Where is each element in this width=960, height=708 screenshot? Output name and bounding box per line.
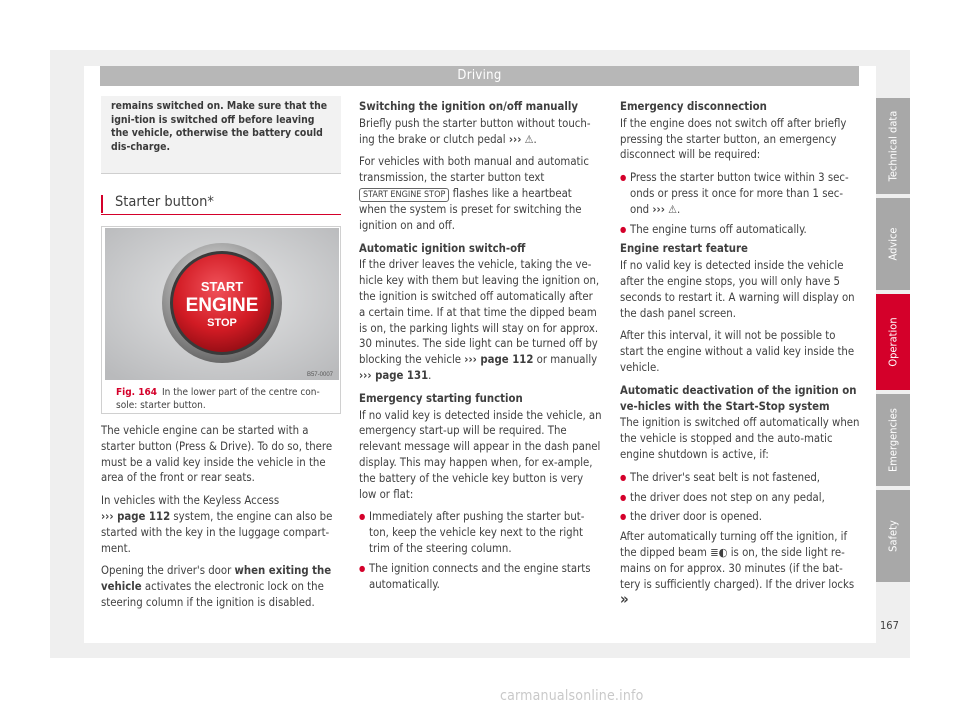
warning-triangle-icon: ⚠ bbox=[668, 202, 678, 216]
button-label-stop: STOP bbox=[207, 317, 237, 329]
section-title-text: Starter button* bbox=[115, 194, 214, 210]
page-number: 167 bbox=[880, 619, 899, 632]
paragraph: If no valid key is detected inside the vehicle, an emergency start-up will be required. The relevant message will appear in the dash panel display. This may happen when, for ex-ample, the battery of the vehicle key button is very low or flat: bbox=[359, 408, 602, 501]
column-3 bbox=[620, 99, 860, 616]
tab-safety[interactable]: Safety bbox=[876, 490, 910, 582]
chapter-header: Driving bbox=[100, 66, 859, 86]
bullet-item: ● The engine turns off automatically. bbox=[620, 222, 860, 238]
bullet-item: ● the driver does not step on any pedal, bbox=[620, 490, 860, 506]
page-ref-link[interactable]: ››› page 112 bbox=[101, 509, 171, 523]
warning-ref-link[interactable]: ››› bbox=[508, 132, 522, 146]
paragraph: In vehicles with the Keyless Access ››› page 112 system, the engine can also be started with the key in the luggage compart-ment. bbox=[101, 494, 333, 555]
paragraph: The ignition is switched off automatically when the vehicle is stopped and the auto-matic engine shutdown is active, if: bbox=[620, 416, 860, 461]
bullet-item: ● The driver's seat belt is not fastened, bbox=[620, 470, 860, 486]
subheading: Engine restart feature bbox=[620, 242, 748, 256]
tab-advice[interactable]: Advice bbox=[876, 198, 910, 290]
paragraph: If the engine does not switch off after briefly pressing the starter button, an emergency disconnect will be required: bbox=[620, 116, 847, 162]
subheading: Emergency starting function bbox=[359, 391, 523, 405]
warning-continuation: remains switched on. Make sure that the igni-tion is switched off before leaving the vehicle, otherwise the battery could dis-charge. bbox=[101, 96, 341, 174]
section-title bbox=[101, 193, 341, 215]
dipped-beam-icon: ≣◐ bbox=[710, 545, 728, 559]
start-engine-stop-key: START ENGINE STOP bbox=[359, 188, 449, 202]
button-label-engine: ENGINE bbox=[185, 295, 259, 316]
paragraph: For vehicles with both manual and automatic transmission, the starter button text START ENGINE STOP flashes like a heartbeat when the system is preset for switching the ignition on and off. bbox=[359, 155, 589, 232]
watermark: carmanualsonline.info bbox=[500, 688, 644, 704]
figure-caption: Fig. 164 In the lower part of the centre con-sole: starter button. bbox=[116, 387, 320, 411]
figure-label: Fig. 164 bbox=[116, 387, 157, 398]
tab-emergencies[interactable]: Emergencies bbox=[876, 394, 910, 486]
page-ref-link[interactable]: ››› page 131 bbox=[359, 368, 429, 382]
subheading: Automatic ignition switch-off bbox=[359, 241, 526, 255]
paragraph: If the driver leaves the vehicle, taking the ve-hicle key with them but leaving the ignition on, the ignition is switched off automatically after a certain time. If at that time the dipped beam is on, the parking lights will stay on for approx. 30 minutes. The side light can be turned off by blocking the vehicle ››› page 112 or manually ››› page 131. bbox=[359, 258, 600, 382]
continue-arrow: » bbox=[620, 590, 629, 609]
bullet-item: ● The ignition connects and the engine starts automatically. bbox=[359, 561, 602, 593]
page-ref-link[interactable]: ››› page 112 bbox=[464, 353, 534, 367]
paragraph: The vehicle engine can be started with a starter button (Press & Drive). To do so, there must be a valid key inside the vehicle in the area of the front or rear seats. bbox=[101, 424, 333, 485]
paragraph: Briefly push the starter button without touch-ing the brake or clutch pedal ››› ⚠. bbox=[359, 116, 591, 146]
column-2 bbox=[359, 99, 602, 596]
paragraph: Opening the driver's door when exiting the vehicle activates the electronic lock on the steering column if the ignition is disabled. bbox=[101, 564, 332, 609]
figure-164 bbox=[101, 226, 341, 414]
subheading: Emergency disconnection bbox=[620, 100, 767, 113]
subheading: Switching the ignition on/off manually bbox=[359, 100, 578, 113]
starter-button-photo bbox=[105, 228, 339, 380]
warning-ref-link[interactable]: ››› bbox=[652, 202, 665, 216]
column-1 bbox=[101, 423, 341, 618]
figure-code: B57-0007 bbox=[306, 372, 333, 378]
tab-technical-data[interactable]: Technical data bbox=[876, 98, 910, 194]
bullet-item: ● Immediately after pushing the starter but-ton, keep the vehicle key next to the right trim of the steering column. bbox=[359, 509, 602, 556]
paragraph: After this interval, it will not be possible to start the engine without a valid key inside the vehicle. bbox=[620, 329, 855, 374]
warning-triangle-icon: ⚠ bbox=[524, 132, 534, 146]
bullet-item: ● the driver door is opened. bbox=[620, 509, 860, 525]
subheading: Automatic deactivation of the ignition on ve-hicles with the Start-Stop system bbox=[620, 383, 857, 413]
bullet-item: ● Press the starter button twice within 3 sec-onds or press it once for more than 1 sec-ond ››› ⚠. bbox=[620, 170, 860, 217]
paragraph: After automatically turning off the ignition, if the dipped beam ≣◐ is on, the side light re-mains on for approx. 30 minutes (if the bat-tery is sufficiently charged). If the driver locks » bbox=[620, 530, 855, 609]
button-label-start: START bbox=[200, 279, 244, 294]
paragraph: If no valid key is detected inside the vehicle after the engine stops, you will only have 5 seconds to restart it. A warning will display on the dash panel screen. bbox=[620, 259, 855, 320]
tab-operation[interactable]: Operation bbox=[876, 294, 910, 390]
